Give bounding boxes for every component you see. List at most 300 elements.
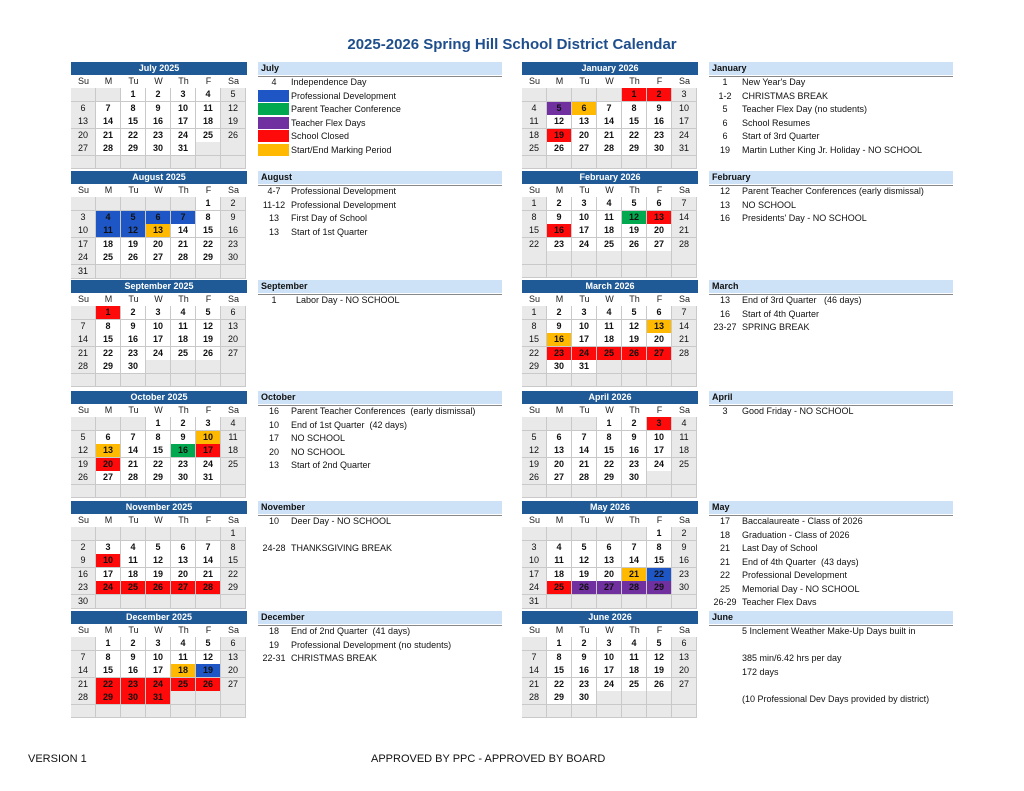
weekday-label: Th bbox=[629, 625, 640, 635]
day-cell: 13 bbox=[597, 554, 622, 568]
day-cell: 23 bbox=[647, 129, 672, 143]
day-cell: 4 bbox=[672, 417, 697, 431]
week-row bbox=[71, 265, 247, 279]
day-cell: 29 bbox=[121, 142, 146, 156]
weekday-label: F bbox=[656, 76, 663, 86]
event-description: Teacher Flex Davs bbox=[742, 597, 817, 607]
event-date: 4-7 bbox=[267, 186, 281, 196]
day-cell: 25 bbox=[121, 581, 146, 595]
day-cell: 17 bbox=[146, 664, 171, 678]
day-cell: 5 bbox=[622, 306, 647, 320]
day-cell: 11 bbox=[522, 115, 547, 129]
day-cell: 15 bbox=[622, 115, 647, 129]
day-cell: 1 bbox=[196, 197, 221, 211]
day-cell: 23 bbox=[171, 458, 196, 472]
week-row bbox=[71, 431, 247, 445]
month-title: October 2025 bbox=[71, 391, 247, 404]
weekday-label: Tu bbox=[128, 76, 139, 86]
events-month-heading: June bbox=[709, 611, 953, 624]
weekday-label: F bbox=[656, 405, 663, 415]
week-row bbox=[71, 485, 247, 499]
day-cell: 11 bbox=[171, 651, 196, 665]
empty-day-cell bbox=[597, 156, 622, 170]
day-cell: 29 bbox=[647, 581, 672, 595]
empty-day-cell bbox=[597, 527, 622, 541]
week-row bbox=[522, 306, 698, 320]
day-cell: 18 bbox=[196, 115, 221, 129]
event-date: 23-27 bbox=[713, 322, 737, 332]
day-cell: 18 bbox=[96, 238, 121, 252]
empty-day-cell bbox=[647, 374, 672, 388]
empty-day-cell bbox=[146, 265, 171, 279]
empty-day-cell bbox=[622, 265, 647, 279]
empty-day-cell bbox=[522, 527, 547, 541]
week-row bbox=[522, 554, 698, 568]
day-cell: 6 bbox=[547, 431, 572, 445]
event-date: 22 bbox=[719, 570, 730, 580]
week-row bbox=[522, 238, 698, 252]
day-cell: 6 bbox=[171, 541, 196, 555]
events-month-heading: January bbox=[709, 62, 953, 75]
empty-day-cell bbox=[96, 197, 121, 211]
empty-day-cell bbox=[597, 374, 622, 388]
weekday-label: Su bbox=[77, 76, 89, 86]
event-row bbox=[258, 103, 502, 116]
empty-day-cell bbox=[96, 88, 121, 102]
day-cell: 4 bbox=[622, 637, 647, 651]
events-month-heading: August bbox=[258, 171, 502, 184]
empty-day-cell bbox=[597, 88, 622, 102]
event-description: Professional Development bbox=[291, 186, 397, 196]
event-description: NO SCHOOL bbox=[742, 199, 797, 210]
day-cell: 20 bbox=[672, 664, 697, 678]
day-cell: 23 bbox=[121, 678, 146, 692]
event-row bbox=[258, 76, 502, 89]
empty-day-cell bbox=[221, 265, 246, 279]
day-cell: 19 bbox=[622, 224, 647, 238]
weekday-label: Tu bbox=[579, 185, 590, 195]
day-cell: 12 bbox=[196, 651, 221, 665]
empty-day-cell bbox=[146, 485, 171, 499]
day-cell: 19 bbox=[221, 115, 246, 129]
event-row bbox=[709, 652, 953, 665]
day-cell: 15 bbox=[647, 554, 672, 568]
event-row bbox=[258, 90, 502, 103]
day-cell: 23 bbox=[121, 347, 146, 361]
day-cell: 15 bbox=[96, 333, 121, 347]
weekday-label: Sa bbox=[678, 185, 690, 195]
day-cell: 15 bbox=[146, 444, 171, 458]
event-row bbox=[258, 199, 502, 212]
weekday-header bbox=[71, 293, 247, 306]
day-cell: 19 bbox=[196, 664, 221, 678]
month-calendar bbox=[71, 62, 247, 169]
day-cell: 8 bbox=[146, 431, 171, 445]
empty-day-cell bbox=[146, 156, 171, 170]
day-cell: 21 bbox=[96, 129, 121, 143]
event-date: 1-2 bbox=[718, 90, 732, 101]
day-cell: 22 bbox=[522, 347, 547, 361]
day-cell: 9 bbox=[146, 102, 171, 116]
day-cell: 26 bbox=[647, 678, 672, 692]
event-description: Memorial Day - NO SCHOOL bbox=[742, 583, 860, 594]
month-calendar bbox=[522, 62, 698, 169]
day-cell: 9 bbox=[171, 431, 196, 445]
empty-day-cell bbox=[71, 197, 96, 211]
weekday-label: W bbox=[605, 185, 614, 195]
week-row bbox=[71, 197, 247, 211]
event-row bbox=[258, 419, 502, 432]
day-cell: 22 bbox=[622, 129, 647, 143]
day-cell: 5 bbox=[572, 541, 597, 555]
empty-day-cell bbox=[572, 251, 597, 265]
day-cell: 9 bbox=[121, 651, 146, 665]
day-cell: 8 bbox=[121, 102, 146, 116]
empty-day-cell bbox=[547, 595, 572, 609]
day-cell: 19 bbox=[647, 664, 672, 678]
empty-day-cell bbox=[196, 691, 221, 705]
week-row bbox=[71, 581, 247, 595]
events-panel bbox=[709, 611, 953, 711]
day-cell: 15 bbox=[522, 333, 547, 347]
weekday-label: W bbox=[154, 185, 163, 195]
event-row bbox=[709, 212, 953, 225]
weekday-label: F bbox=[205, 185, 212, 195]
event-row bbox=[258, 130, 502, 143]
week-row bbox=[522, 637, 698, 651]
empty-day-cell bbox=[522, 485, 547, 499]
week-row bbox=[71, 360, 247, 374]
event-description: Start/End Marking Period bbox=[291, 144, 392, 155]
day-cell: 17 bbox=[146, 333, 171, 347]
empty-day-cell bbox=[171, 197, 196, 211]
day-cell: 4 bbox=[96, 211, 121, 225]
day-cell: 26 bbox=[121, 251, 146, 265]
day-cell: 9 bbox=[647, 102, 672, 116]
day-cell: 29 bbox=[522, 360, 547, 374]
empty-day-cell bbox=[221, 485, 246, 499]
event-row bbox=[258, 542, 502, 555]
empty-day-cell bbox=[522, 88, 547, 102]
month-title: January 2026 bbox=[522, 62, 698, 75]
week-row bbox=[71, 347, 247, 361]
empty-day-cell bbox=[547, 265, 572, 279]
day-cell: 31 bbox=[171, 142, 196, 156]
month-title: May 2026 bbox=[522, 501, 698, 514]
day-cell: 11 bbox=[622, 651, 647, 665]
week-row bbox=[522, 115, 698, 129]
event-row bbox=[709, 542, 953, 555]
day-cell: 10 bbox=[647, 431, 672, 445]
event-row bbox=[709, 639, 953, 652]
day-cell: 23 bbox=[622, 458, 647, 472]
event-date: 17 bbox=[719, 516, 730, 526]
day-cell: 19 bbox=[146, 568, 171, 582]
event-description: THANKSGIVING BREAK bbox=[291, 543, 393, 553]
day-cell: 28 bbox=[522, 691, 547, 705]
day-cell: 21 bbox=[71, 678, 96, 692]
event-date: 18 bbox=[719, 529, 730, 540]
day-cell: 12 bbox=[547, 115, 572, 129]
empty-day-cell bbox=[572, 156, 597, 170]
event-row bbox=[709, 90, 953, 103]
day-cell: 16 bbox=[146, 115, 171, 129]
event-date: 22-31 bbox=[262, 653, 286, 663]
day-cell: 3 bbox=[647, 417, 672, 431]
week-row bbox=[71, 306, 247, 320]
day-cell: 24 bbox=[171, 129, 196, 143]
day-cell: 11 bbox=[171, 320, 196, 334]
empty-day-cell bbox=[597, 360, 622, 374]
week-row bbox=[71, 678, 247, 692]
empty-day-cell bbox=[622, 360, 647, 374]
day-cell: 25 bbox=[171, 678, 196, 692]
events-month-heading: December bbox=[258, 611, 502, 624]
empty-day-cell bbox=[522, 705, 547, 719]
day-cell: 9 bbox=[221, 211, 246, 225]
day-cell: 30 bbox=[221, 251, 246, 265]
day-cell: 17 bbox=[196, 444, 221, 458]
event-date: 13 bbox=[268, 213, 279, 223]
day-cell: 20 bbox=[597, 568, 622, 582]
day-cell: 8 bbox=[647, 541, 672, 555]
day-cell: 28 bbox=[672, 347, 697, 361]
day-cell: 26 bbox=[522, 471, 547, 485]
week-row bbox=[71, 541, 247, 555]
day-cell: 10 bbox=[146, 651, 171, 665]
day-cell: 27 bbox=[572, 142, 597, 156]
week-row bbox=[71, 320, 247, 334]
day-cell: 17 bbox=[572, 333, 597, 347]
day-cell: 25 bbox=[622, 678, 647, 692]
empty-day-cell bbox=[196, 485, 221, 499]
day-cell: 28 bbox=[196, 581, 221, 595]
day-cell: 14 bbox=[196, 554, 221, 568]
weekday-label: W bbox=[154, 625, 163, 635]
day-cell: 24 bbox=[672, 129, 697, 143]
day-cell: 9 bbox=[622, 431, 647, 445]
day-cell: 6 bbox=[221, 637, 246, 651]
day-cell: 7 bbox=[96, 102, 121, 116]
day-cell: 9 bbox=[121, 320, 146, 334]
event-row bbox=[258, 185, 502, 198]
day-cell: 13 bbox=[96, 444, 121, 458]
weekday-label: W bbox=[605, 625, 614, 635]
day-cell: 22 bbox=[647, 568, 672, 582]
event-date: 1 bbox=[722, 77, 728, 87]
event-row bbox=[709, 185, 953, 198]
day-cell: 10 bbox=[196, 431, 221, 445]
day-cell: 18 bbox=[221, 444, 246, 458]
events-month-heading: May bbox=[709, 501, 953, 514]
weekday-header bbox=[522, 404, 698, 417]
events-panel bbox=[709, 391, 953, 491]
weekday-label: Tu bbox=[579, 625, 590, 635]
day-cell: 23 bbox=[672, 568, 697, 582]
event-row bbox=[258, 432, 502, 445]
weekday-header bbox=[71, 184, 247, 197]
empty-day-cell bbox=[71, 485, 96, 499]
event-row bbox=[709, 583, 953, 596]
day-cell: 31 bbox=[572, 360, 597, 374]
day-cell: 9 bbox=[672, 541, 697, 555]
empty-day-cell bbox=[71, 705, 96, 719]
week-row bbox=[71, 417, 247, 431]
weekday-label: M bbox=[104, 405, 113, 415]
version-label: VERSION 1 bbox=[28, 753, 87, 765]
day-cell: 25 bbox=[672, 458, 697, 472]
day-cell: 20 bbox=[221, 333, 246, 347]
day-cell: 21 bbox=[196, 568, 221, 582]
month-title: September 2025 bbox=[71, 280, 247, 293]
empty-day-cell bbox=[121, 595, 146, 609]
day-cell: 16 bbox=[647, 115, 672, 129]
event-date: 17 bbox=[268, 433, 279, 443]
event-description: Baccalaureate - Class of 2026 bbox=[742, 516, 863, 526]
empty-day-cell bbox=[121, 527, 146, 541]
event-description: Last Day of School bbox=[742, 543, 818, 553]
day-cell: 14 bbox=[71, 664, 96, 678]
weekday-label: M bbox=[555, 625, 564, 635]
day-cell: 31 bbox=[672, 142, 697, 156]
empty-day-cell bbox=[121, 265, 146, 279]
event-row bbox=[709, 556, 953, 569]
event-row bbox=[709, 321, 953, 334]
day-cell: 23 bbox=[572, 678, 597, 692]
day-cell: 8 bbox=[622, 102, 647, 116]
legend-swatch bbox=[258, 144, 289, 156]
event-row bbox=[258, 212, 502, 225]
event-row bbox=[709, 308, 953, 321]
day-cell: 22 bbox=[96, 347, 121, 361]
weekday-label: F bbox=[656, 185, 663, 195]
day-cell: 6 bbox=[572, 102, 597, 116]
event-description: Presidents' Day - NO SCHOOL bbox=[742, 213, 867, 223]
day-cell: 10 bbox=[672, 102, 697, 116]
page-title: 2025-2026 Spring Hill School District Calendar bbox=[347, 36, 677, 53]
day-cell: 16 bbox=[121, 333, 146, 347]
week-row bbox=[522, 664, 698, 678]
weekday-label: Th bbox=[178, 294, 189, 304]
day-cell: 3 bbox=[146, 306, 171, 320]
day-cell: 23 bbox=[146, 129, 171, 143]
empty-day-cell bbox=[622, 251, 647, 265]
weekday-header bbox=[71, 404, 247, 417]
event-description: Teacher Flex Day (no students) bbox=[742, 104, 868, 114]
weekday-header bbox=[71, 75, 247, 88]
empty-day-cell bbox=[572, 485, 597, 499]
empty-day-cell bbox=[171, 595, 196, 609]
event-date: 5 bbox=[722, 104, 728, 114]
events-month-heading: November bbox=[258, 501, 502, 514]
day-cell: 26 bbox=[196, 347, 221, 361]
day-cell: 5 bbox=[221, 88, 246, 102]
day-cell: 27 bbox=[96, 471, 121, 485]
weekday-label: Tu bbox=[579, 76, 590, 86]
week-row bbox=[522, 251, 698, 265]
day-cell: 12 bbox=[221, 102, 246, 116]
month-calendar bbox=[71, 501, 247, 608]
empty-day-cell bbox=[196, 156, 221, 170]
day-cell: 20 bbox=[171, 568, 196, 582]
weekday-header bbox=[522, 75, 698, 88]
weekday-label: M bbox=[555, 185, 564, 195]
event-description: Teacher Flex Days bbox=[291, 117, 366, 128]
day-cell: 17 bbox=[597, 664, 622, 678]
event-date: 10 bbox=[268, 419, 279, 430]
day-cell: 4 bbox=[522, 102, 547, 116]
empty-day-cell bbox=[647, 251, 672, 265]
empty-day-cell bbox=[71, 637, 96, 651]
day-cell: 5 bbox=[121, 211, 146, 225]
events-panel bbox=[258, 391, 502, 491]
empty-day-cell bbox=[572, 417, 597, 431]
day-cell: 27 bbox=[597, 581, 622, 595]
event-row bbox=[258, 144, 502, 157]
week-row bbox=[522, 431, 698, 445]
empty-day-cell bbox=[547, 156, 572, 170]
day-cell: 12 bbox=[622, 211, 647, 225]
week-row bbox=[522, 527, 698, 541]
day-cell: 3 bbox=[71, 211, 96, 225]
weekday-label: Sa bbox=[227, 405, 239, 415]
day-cell: 1 bbox=[522, 197, 547, 211]
day-cell: 16 bbox=[672, 554, 697, 568]
events-panel bbox=[258, 611, 502, 711]
day-cell: 23 bbox=[221, 238, 246, 252]
weekday-label: Sa bbox=[678, 294, 690, 304]
day-cell: 5 bbox=[622, 197, 647, 211]
empty-day-cell bbox=[71, 374, 96, 388]
event-date: 20 bbox=[268, 446, 279, 457]
day-cell: 15 bbox=[196, 224, 221, 238]
day-cell: 3 bbox=[597, 637, 622, 651]
day-cell: 3 bbox=[171, 88, 196, 102]
day-cell: 8 bbox=[522, 320, 547, 334]
events-panel bbox=[258, 62, 502, 162]
day-cell: 20 bbox=[96, 458, 121, 472]
empty-day-cell bbox=[221, 471, 246, 485]
day-cell: 15 bbox=[221, 554, 246, 568]
week-row bbox=[71, 129, 247, 143]
week-row bbox=[71, 554, 247, 568]
day-cell: 2 bbox=[547, 306, 572, 320]
week-row bbox=[522, 360, 698, 374]
empty-day-cell bbox=[221, 705, 246, 719]
week-row bbox=[71, 651, 247, 665]
week-row bbox=[71, 142, 247, 156]
event-description: Start of 4th Quarter bbox=[742, 308, 820, 319]
event-row bbox=[709, 693, 953, 706]
empty-day-cell bbox=[572, 374, 597, 388]
day-cell: 7 bbox=[672, 197, 697, 211]
week-row bbox=[522, 224, 698, 238]
day-cell: 28 bbox=[572, 471, 597, 485]
day-cell: 2 bbox=[221, 197, 246, 211]
empty-day-cell bbox=[146, 527, 171, 541]
event-description: NO SCHOOL bbox=[291, 446, 346, 457]
weekday-label: W bbox=[605, 294, 614, 304]
day-cell: 19 bbox=[196, 333, 221, 347]
day-cell: 13 bbox=[146, 224, 171, 238]
day-cell: 17 bbox=[171, 115, 196, 129]
month-title: November 2025 bbox=[71, 501, 247, 514]
event-description: SPRING BREAK bbox=[742, 322, 810, 332]
events-month-heading: October bbox=[258, 391, 502, 404]
day-cell: 25 bbox=[171, 347, 196, 361]
empty-day-cell bbox=[146, 374, 171, 388]
day-cell: 13 bbox=[572, 115, 597, 129]
